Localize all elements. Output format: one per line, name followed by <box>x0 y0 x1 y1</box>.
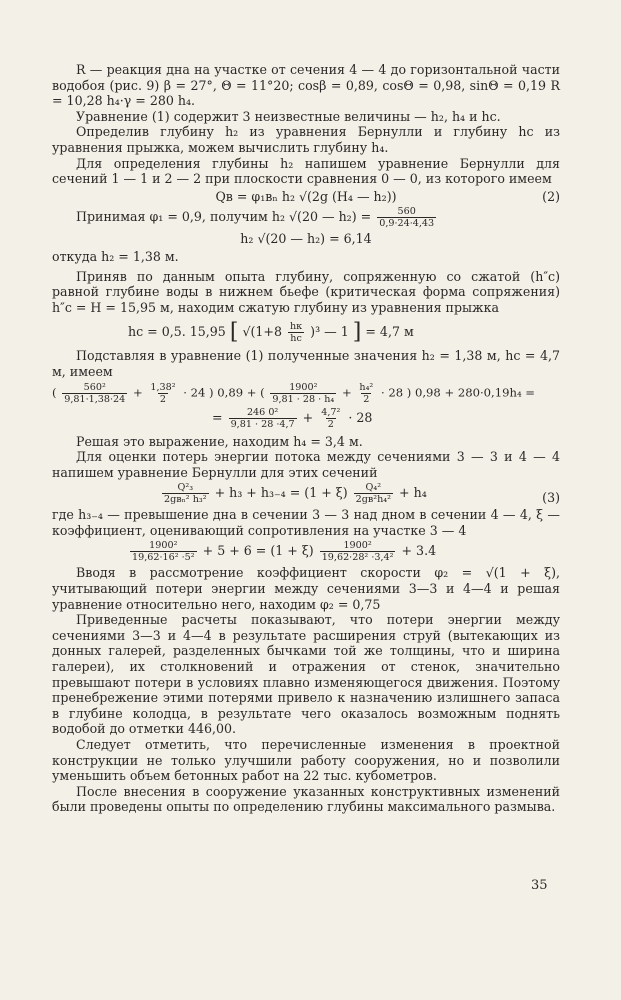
paragraph-h4-result: Решая это выражение, находим h₄ = 3,4 м. <box>76 433 363 449</box>
fraction-denominator: 2 <box>159 393 166 405</box>
paragraph-reaction: R — реакция дна на участке от сечения 4 — 4 до горизонтальной части водобоя (рис. 9) β = 27°, Θ = 11°20; cosβ = 0,89, cosΘ = 0,98, sinΘ = 0,19 R = 10,28 h₄·γ = 280 h₄. <box>52 62 560 109</box>
paragraph-where: где h₃₋₄ — превышение дна в сечении 3 — 3 над дном в сечении 4 — 4, ξ — коэффициент, оценивающий сопротивления на участке 3 — 4 <box>52 507 560 538</box>
fraction-denominator: 9,81 · 28 · h₄ <box>272 393 335 405</box>
fraction-numerator: Q₄² <box>365 482 382 494</box>
fraction-numerator: 1900² <box>289 381 318 393</box>
fraction-numerator: 1900² <box>149 540 178 552</box>
formula-3-fraction-1 <box>162 482 209 505</box>
formula-2-body: Qв = φ₁вₙ h₂ √(2g (H₄ — h₂)) <box>215 188 397 204</box>
formula-jump-fraction <box>288 321 304 344</box>
formula-jump <box>52 321 560 344</box>
formula-numeric <box>52 540 560 563</box>
formula-accept-result: h₂ √(20 — h₂) = 6,14 <box>240 231 372 247</box>
fraction-numerator: 1900² <box>343 540 372 552</box>
bracket-close-icon: ] <box>352 319 362 345</box>
paragraph-jump-intro: Приняв по данным опыта глубину, сопряженную со сжатой (h″c) равной глубине воды в нижнем бьефе (критическая форма сопряжения) h″c = H = 15,95 м, находим сжатую глубину из уравнения прыжка <box>52 268 560 315</box>
fraction-denominator: 2 <box>327 418 334 430</box>
formula-substitute-2 <box>52 407 560 430</box>
paragraph-unknowns: Уравнение (1) содержит 3 неизвестные величины — h₂, h₄ и hc. <box>76 108 501 124</box>
formula-numeric-fraction-1 <box>130 540 197 563</box>
page-number: 35 <box>531 878 548 893</box>
fraction-numerator: 4,7² <box>321 406 341 418</box>
paragraph-h2-result: откуда h₂ = 1,38 м. <box>52 248 179 264</box>
plus-sign: + <box>341 385 352 399</box>
formula-substitute-2-fraction-2 <box>319 407 342 430</box>
paragraph-energy-loss: Для оценки потерь энергии потока между сечениями 3 — 3 и 4 — 4 напишем уравнение Бернулли для этих сечений <box>52 449 560 480</box>
formula-substitute-fraction-3 <box>270 382 336 405</box>
fraction-denominator: 19,62·16² ·5² <box>132 552 195 564</box>
fraction-numerator: 560 <box>397 206 416 218</box>
formula-3-fraction-2 <box>354 482 393 505</box>
fraction-numerator: Q²₃ <box>177 482 194 494</box>
formula-numeric-fraction-2 <box>320 540 396 563</box>
paragraph-bernoulli-intro: Для определения глубины h₂ напишем уравнение Бернулли для сечений 1 — 1 и 2 — 2 при плоскости сравнения 0 — 0, из которого имеем <box>52 155 560 187</box>
formula-substitute-2-fraction-1 <box>229 407 297 430</box>
fraction-denominator: 2gвₙ² h₃² <box>164 494 207 506</box>
paragraph-substitute: Подставляя в уравнение (1) полученные значения h₂ = 1,38 м, hc = 4,7 м, имеем <box>52 348 560 379</box>
formula-numeric-tail: + 3.4 <box>401 543 437 559</box>
fraction-numerator: 1,38² <box>150 381 176 393</box>
formula-3 <box>52 482 560 505</box>
paragraph-velocity-coefficient: Вводя в рассмотрение коэффициент скорости φ₂ = √(1 + ξ), учитывающий потери энергии между сечениями 3—3 и 4—4 и решая уравнение относительно него, находим φ₂ = 0,75 <box>52 565 560 612</box>
fraction-denominator: 0,9·24·4,43 <box>379 218 435 230</box>
paren-open-icon: ( <box>260 385 265 399</box>
paragraph-note: Следует отметить, что перечисленные изменения в проектной конструкции не только улучшили работу сооружения, но и позволили уменьшить объем бетонных работ на 22 тыс. кубометров. <box>52 737 560 784</box>
fraction-denominator: hc <box>290 333 302 345</box>
paragraph-experiments: После внесения в сооружение указанных конструктивных изменений были проведены опыты по определению глубины максимального размыва. <box>52 783 560 815</box>
formula-2-number: (2) <box>542 188 560 204</box>
fraction-numerator: 246 0² <box>246 406 279 418</box>
paren-open-icon: ( <box>52 385 57 399</box>
formula-3-number: (3) <box>542 490 560 506</box>
formula-substitute-tail: · 28 ) 0,98 + 280·0,19h₄ = <box>380 385 536 399</box>
fraction-denominator: 2 <box>363 393 370 405</box>
formula-jump-inner-lead: √(1+8 <box>242 324 282 340</box>
formula-substitute-fraction-4 <box>357 382 375 405</box>
fraction-numerator: hк <box>289 321 303 333</box>
page-content <box>52 62 560 815</box>
fraction-denominator: 9,81·1,38·24 <box>64 393 126 405</box>
fraction-denominator: 2gв²h₄² <box>355 494 392 506</box>
plus-sign: + <box>132 385 143 399</box>
formula-3-mid: + h₃ + h₃₋₄ = (1 + ξ) <box>214 485 348 501</box>
paragraph-conclusions: Приведенные расчеты показывают, что потери энергии между сечениями 3—3 и 4—4 в результате расширения струй (вытекающих из донных галерей, разделенных бычками той же толщины, что и ширина галереи), их столкновений и отражения от стенок, значительно превышают потери в условиях плавно изменяющегося движения. Поэтому пренебрежение этими потерями привело к назначению излишнего запаса в глубине колодца, в результате чего оказалось возможным поднять водобой до отметки 446,00. <box>52 612 560 737</box>
formula-substitute-fraction-2 <box>148 382 177 405</box>
formula-jump-lead: hc = 0,5. 15,95 <box>128 324 226 340</box>
formula-numeric-mid: + 5 + 6 = (1 + ξ) <box>202 543 314 559</box>
formula-accept <box>52 206 560 229</box>
fraction-numerator: 560² <box>83 381 106 393</box>
formula-accept-lead: Принимая φ₁ = 0,9, получим h₂ √(20 — h₂) = <box>76 209 372 225</box>
equals-sign: = <box>212 409 223 425</box>
fraction-denominator: 9,81 · 28 ·4,7 <box>230 418 295 430</box>
fraction-numerator: h₄² <box>359 381 374 393</box>
formula-substitute-fraction-1 <box>62 382 127 405</box>
fraction-denominator: 19,62·28² ·3,4² <box>321 552 394 564</box>
formula-substitute-2-tail: · 28 <box>348 409 373 425</box>
formula-2 <box>52 189 560 205</box>
paragraph-depth-method: Определив глубину h₂ из уравнения Бернулли и глубину hc из уравнения прыжка, можем вычислить глубину h₄. <box>52 124 560 155</box>
formula-accept-fraction <box>377 206 436 229</box>
plus-sign: + <box>302 409 314 425</box>
formula-jump-inner-tail: )³ — 1 <box>310 324 349 340</box>
bracket-open-icon: [ <box>229 319 239 345</box>
formula-jump-result: = 4,7 м <box>365 324 414 340</box>
formula-substitute-mid: · 24 ) 0,89 + <box>183 385 257 399</box>
formula-3-tail: + h₄ <box>399 485 427 501</box>
formula-substitute <box>52 382 560 405</box>
